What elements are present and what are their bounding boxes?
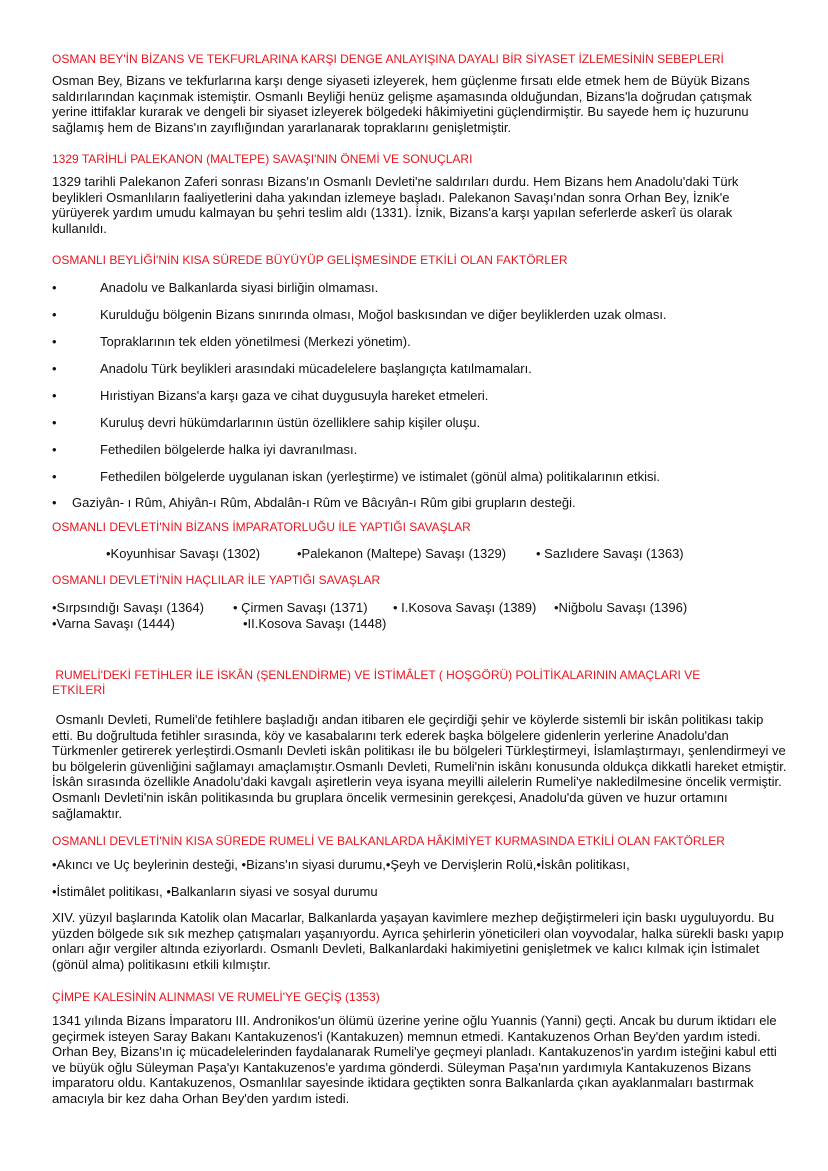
war-item: •Varna Savaşı (1444) (52, 616, 175, 631)
paragraph-rumeli-settlement: Osmanlı Devleti, Rumeli'de fetihlere başladığı andan itibaren ele geçirdiği şehir ve köylerde sistemli bir iskân politikası takip etti. Bu doğrultuda fetihler sırasında, köy ve kasabalarını terk ederek başka bölgelere gidenlerin yerlerine Anadolu'dan Türkmenler getirerek yerleştirdi.Osmanlı Devleti iskân politikası ile bu bölgeleri Türkleştirmeyi, İslamlaştırmayı, şenlendirmeyi ve bu bölgelerin güvenliğini sağlamayı amaçlamıştır.Osmanlı Devleti, Rumeli'nin iskânı konusunda oldukça dikkatli hareket etmiştir. İskân sırasında özellikle Anadolu'daki kavgalı aşiretlerin veya isyana meyilli ailelerin Rumeli'ye nakledilmesine öncelik vermiştir. Osmanlı Devleti'nin iskân politikasında bu gruplara öncelik vermesinin gerekçesi, Anadolu'da güven ve huzur ortamını sağlamaktır. (52, 712, 791, 821)
war-item: • Sazlıdere Savaşı (1363) (536, 546, 684, 561)
bullet-icon: • (52, 334, 57, 349)
list-item-text: Fethedilen bölgelerde halka iyi davranılması. (100, 442, 358, 457)
war-item: •Koyunhisar Savaşı (1302) (106, 546, 261, 561)
list-item-text: Hıristiyan Bizans'a karşı gaza ve cihat duygusuyla hareket etmeleri. (100, 388, 489, 403)
war-item: •Sırpsındığı Savaşı (1364) (52, 600, 204, 615)
bullet-icon: • (52, 361, 57, 376)
bullet-icon: • (52, 307, 57, 322)
war-item: • Çirmen Savaşı (1371) (233, 600, 368, 615)
paragraph-osman-bey-policy: Osman Bey, Bizans ve tekfurlarına karşı denge siyaseti izleyerek, hem güçlenme fırsatı elde etmek hem de Büyük Bizans saldırılarından kaçınmak istemiştir. Osmanlı Beyliği henüz gelişme aşamasında olduğundan, Bizans'la doğrudan çatışmak yerine ittifaklar kurarak ve dengeli bir siyaset izleyerek bölgedeki hâkimiyetini güçlendirmiştir. Bu sayede hem iç huzurunu sağlamış hem de Bizans'ın zayıflığından yararlanarak topraklarını genişletmiştir. (52, 73, 752, 135)
heading-crusader-wars: OSMANLI DEVLETİ'NİN HAÇLILAR İLE YAPTIĞI SAVAŞLAR (52, 573, 381, 587)
paragraph-palekanon: 1329 tarihli Palekanon Zaferi sonrası Bizans'ın Osmanlı Devleti'ne saldırıları durdu. Hem Bizans hem Anadolu'daki Türk beylikleri Osmanlıların faaliyetlerini daha yakından izlemeye başladı. Palekanon Savaşı'ndan sonra Orhan Bey, İznik'e yürüyerek yardım umudu kalmayan bu şehri teslim aldı (1331). İznik, Bizans'a karşı yapılan seferlerde askerî üs olarak kullanıldı. (52, 174, 739, 236)
bullet-icon: • (52, 388, 57, 403)
heading-rumeli-settlement: RUMELİ'DEKİ FETİHLER İLE İSKÂN (ŞENLENDİRME) VE İSTİMÂLET ( HOŞGÖRÜ) POLİTİKALARININ AMAÇLARI VE ETKİLERİ (52, 668, 704, 697)
bullet-icon: • (52, 442, 57, 457)
list-item-text: Fethedilen bölgelerde uygulanan iskan (yerleştirme) ve istimalet (gönül alma) politikalarının etkisi. (100, 469, 660, 484)
heading-growth-factors: OSMANLI BEYLİĞİ'NİN KISA SÜREDE BÜYÜYÜP GELİŞMESİNDE ETKİLİ OLAN FAKTÖRLER (52, 253, 568, 267)
list-item-text: Kurulduğu bölgenin Bizans sınırında olması, Moğol baskısından ve diğer beyliklerden uzak olması. (100, 307, 667, 322)
heading-cimpe: ÇİMPE KALESİNİN ALINMASI VE RUMELİ'YE GEÇİŞ (1353) (52, 990, 380, 1004)
list-item-text: Anadolu ve Balkanlarda siyasi birliğin olmaması. (100, 280, 379, 295)
war-item: •II.Kosova Savaşı (1448) (243, 616, 387, 631)
heading-balkan-factors: OSMANLI DEVLETİ'NİN KISA SÜREDE RUMELİ VE BALKANLARDA HÂKİMİYET KURMASINDA ETKİLİ OLAN FAKTÖRLER (52, 834, 725, 848)
war-item: • I.Kosova Savaşı (1389) (393, 600, 537, 615)
bullet-icon: • (52, 280, 57, 295)
paragraph-cimpe: 1341 yılında Bizans İmparatoru III. Andronikos'un ölümü üzerine yerine oğlu Yuannis (Yanni) geçti. Ancak bu durum iktidarı ele geçirmek isteyen Saray Bakanı Kantakuzenos'i (Kantakuzen) memnun etmedi. Kantakuzenos Orhan Bey'den yardım istedi. Orhan Bey, Bizans'ın iç mücadelelerinden faydalanarak Rumeli'ye geçmeyi planladı. Kantakuzenos'in yardım isteğini kabul etti ve büyük oğlu Süleyman Paşa'yı Kantakuzenos'e yardıma gönderdi. Süleyman Paşa'nın yardımıyla Kantakuzenos Bizans imparatoru oldu. Kantakuzenos, Osmanlılar sayesinde iktidara geçtikten sonra Balkanlarda çıkan ayaklanmaları bastırmak amacıyla bir kez daha Orhan Bey'den yardım istedi. (52, 1013, 777, 1106)
war-item: •Niğbolu Savaşı (1396) (554, 600, 688, 615)
heading-palekanon: 1329 TARİHLİ PALEKANON (MALTEPE) SAVAŞI'NIN ÖNEMİ VE SONUÇLARI (52, 152, 473, 166)
list-item-text: Topraklarının tek elden yönetilmesi (Merkezi yönetim). (100, 334, 411, 349)
factors-line-2: •İstimâlet politikası, •Balkanların siyasi ve sosyal durumu (52, 884, 378, 899)
list-item-text: Anadolu Türk beylikleri arasındaki mücadelelere başlangıçta katılmamaları. (100, 361, 532, 376)
bullet-icon: • (52, 469, 57, 484)
heading-osman-bey-policy: OSMAN BEY'İN BİZANS VE TEKFURLARINA KARŞI DENGE ANLAYIŞINA DAYALI BİR SİYASET İZLEMESİNİN SEBEPLERİ (52, 52, 724, 66)
bullet-icon: • (52, 415, 57, 430)
list-item-text: Kuruluş devri hükümdarlarının üstün özelliklere sahip kişiler oluşu. (100, 415, 481, 430)
factors-line-1: •Akıncı ve Uç beylerinin desteği, •Bizans'ın siyasi durumu,•Şeyh ve Dervişlerin Rolü,•İskân politikası, (52, 857, 630, 872)
heading-byzantine-wars: OSMANLI DEVLETİ'NİN BİZANS İMPARATORLUĞU İLE YAPTIĞI SAVAŞLAR (52, 520, 471, 534)
bullet-icon: • (52, 495, 57, 510)
war-item: •Palekanon (Maltepe) Savaşı (1329) (297, 546, 507, 561)
paragraph-istimalet: XIV. yüzyıl başlarında Katolik olan Macarlar, Balkanlarda yaşayan kavimlere mezhep değiştirmeleri için baskı uyguluyordu. Bu yüzden bölgede sık sık mezhep çatışmaları yaşanıyordu. Ayrıca şehirlerin yöneticileri olan voyvodalar, halka sürekli baskı yapıp onları ağır vergiler altında eziyorlardı. Osmanlı Devleti, Balkanlardaki hakimiyetini genişletmek ve kalıcı kılmak için İstimalet (gönül alma) politikasını etkili kılmıştır. (52, 910, 784, 972)
list-item-text: Gaziyân- ı Rûm, Ahiyân-ı Rûm, Abdalân-ı Rûm ve Bâcıyân-ı Rûm gibi grupların desteği. (72, 495, 576, 510)
